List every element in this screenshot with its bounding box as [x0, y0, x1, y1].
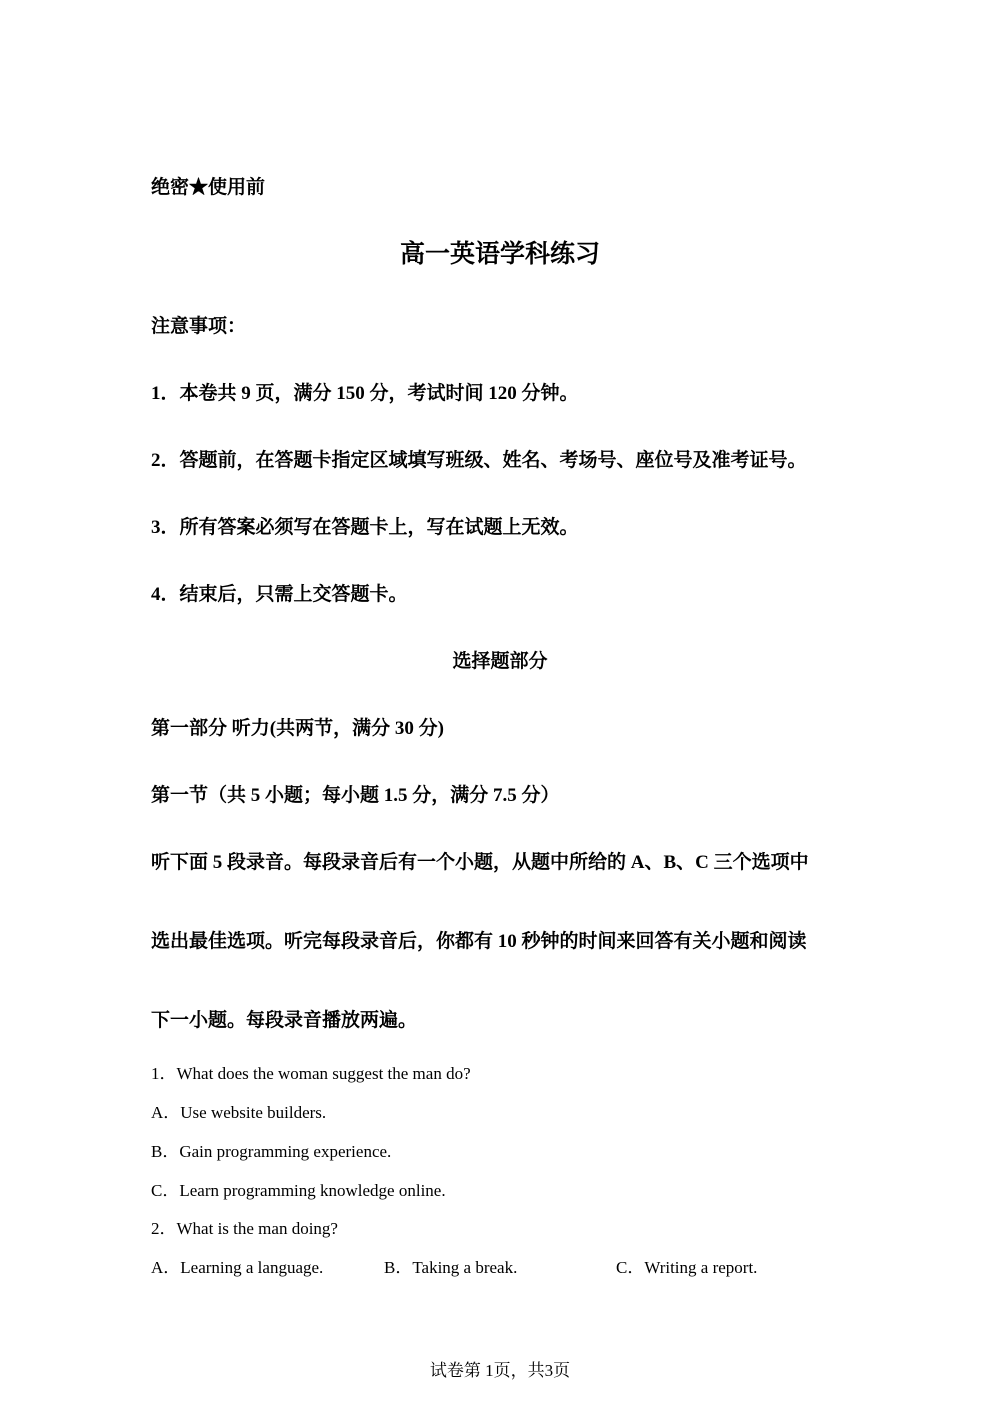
instruction-line-3: 下一小题。每段录音播放两遍。 [151, 1010, 418, 1031]
notice-item-3: 3．所有答案必须写在答题卡上，写在试题上无效。 [151, 517, 579, 538]
subsection-title: 第一节（共 5 小题；每小题 1.5 分，满分 7.5 分） [151, 785, 560, 806]
notes-heading: 注意事项： [151, 316, 247, 337]
question-2-option-a: A．Learning a language. [151, 1258, 324, 1277]
question-1-option-b: B．Gain programming experience. [151, 1142, 392, 1161]
page-footer: 试卷第 1页，共3页 [429, 1361, 571, 1380]
instruction-line-1: 听下面 5 段录音。每段录音后有一个小题，从题中所给的 A、B、C 三个选项中 [151, 852, 809, 873]
secret-label: 绝密★使用前 [151, 177, 266, 198]
question-2-option-b: B．Taking a break. [384, 1258, 518, 1277]
question-2-option-c: C．Writing a report. [616, 1258, 758, 1277]
notice-item-2: 2．答题前，在答题卡指定区域填写班级、姓名、考场号、座位号及准考证号。 [151, 450, 807, 471]
section-heading: 选择题部分 [452, 651, 548, 672]
question-1-option-c: C．Learn programming knowledge online. [151, 1181, 446, 1200]
question-1-stem: 1．What does the woman suggest the man do? [151, 1064, 471, 1083]
question-1-option-a: A．Use website builders. [151, 1103, 327, 1122]
notice-item-4: 4．结束后，只需上交答题卡。 [151, 584, 408, 605]
page-title: 高一英语学科练习 [399, 239, 600, 268]
notice-item-1: 1．本卷共 9 页，满分 150 分，考试时间 120 分钟。 [151, 383, 579, 404]
part-title: 第一部分 听力(共两节，满分 30 分) [151, 718, 444, 739]
instruction-line-2: 选出最佳选项。听完每段录音后，你都有 10 秒钟的时间来回答有关小题和阅读 [151, 931, 807, 952]
question-2-stem: 2．What is the man doing? [151, 1219, 338, 1238]
